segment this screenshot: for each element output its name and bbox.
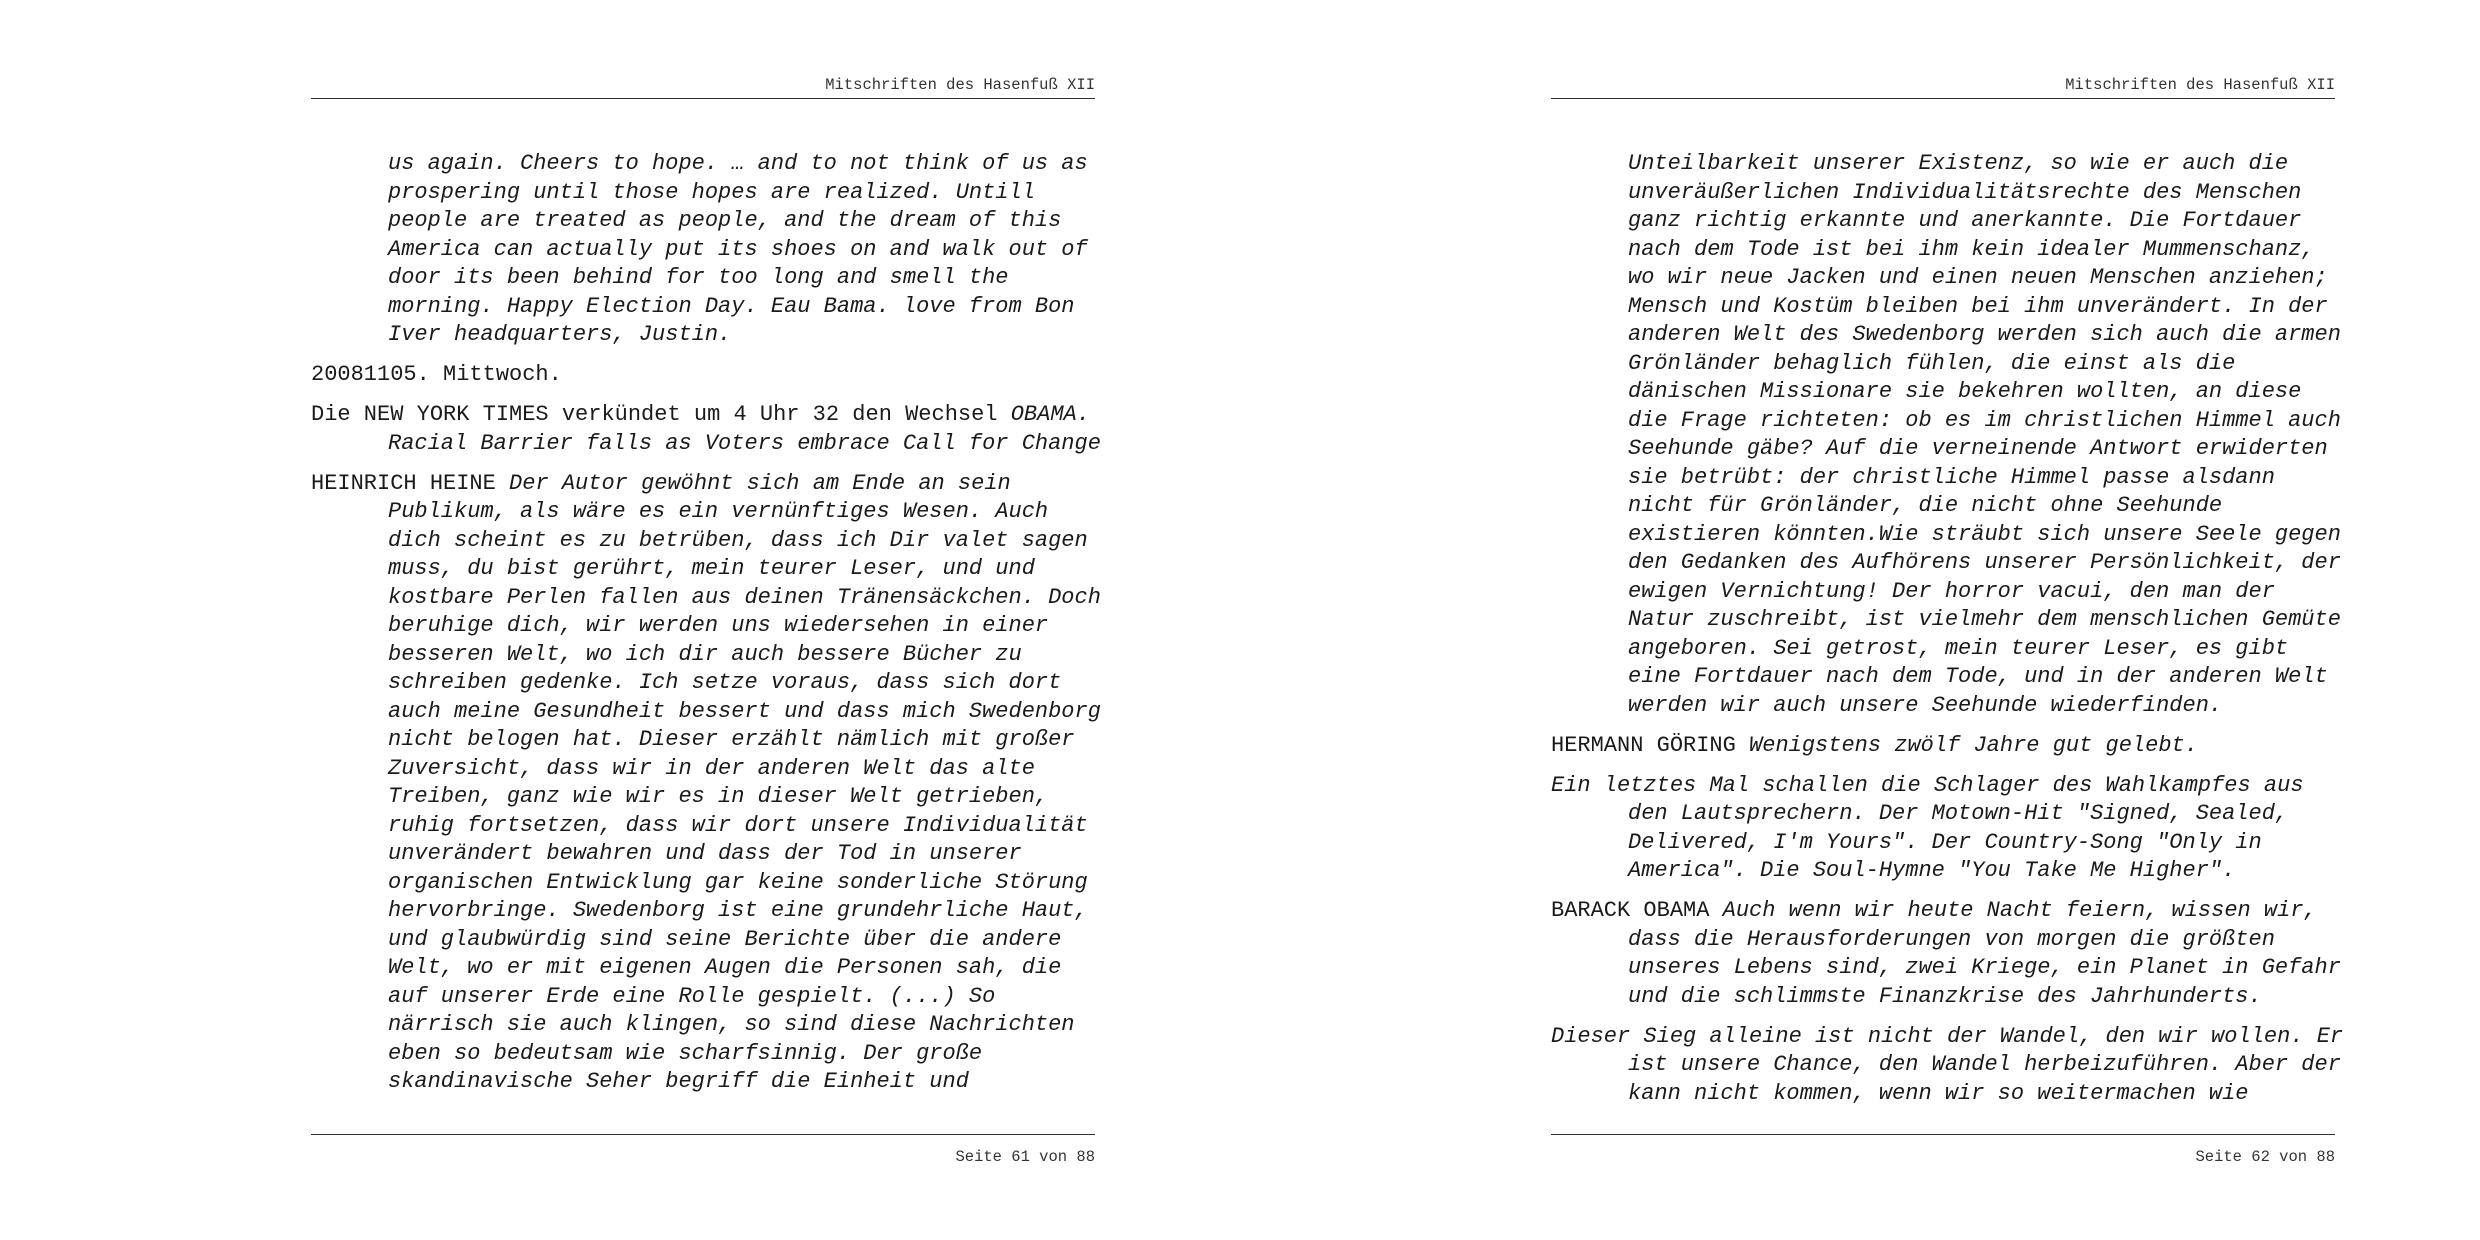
italic-text: people are treated as people, and the dream of this: [388, 208, 1062, 233]
italic-text: närrisch sie auch klingen, so sind diese Nachrichten: [388, 1012, 1075, 1037]
italic-text: Grönländer behaglich fühlen, die einst als die: [1628, 350, 2236, 376]
text-line: [311, 179, 1111, 208]
italic-text: dänischen Missionare sie bekehren wollten, an diese: [1628, 379, 2302, 404]
paragraph: [311, 401, 1111, 458]
italic-text: organischen Entwicklung gar keine sonderliche Störung: [388, 869, 1088, 895]
text-line: [1551, 663, 2351, 692]
italic-text: nicht für Grönländer, die nicht ohne Seehunde: [1628, 493, 2223, 518]
italic-text: muss, du bist gerührt, mein teurer Leser, und und: [388, 556, 1035, 581]
paragraph: [311, 470, 1111, 1097]
paragraph: [1551, 897, 2351, 1011]
italic-text: unveräußerlichen Individualitätsrechte des Menschen: [1628, 179, 2302, 205]
text-line: [1551, 207, 2351, 236]
paragraph: [1551, 732, 2351, 761]
roman-text: 20081105. Mittwoch.: [311, 362, 562, 387]
text-line: [311, 401, 1111, 430]
text-line: [311, 361, 1111, 390]
page-number: Seite 61 von 88: [955, 1148, 1095, 1166]
text-line: [1551, 897, 2351, 926]
text-line: [1551, 549, 2351, 578]
italic-text: Ein letztes Mal schallen die Schlager des Wahlkampfes aus: [1551, 772, 2304, 798]
text-line: [1551, 829, 2351, 858]
italic-text: sie betrübt: der christliche Himmel passe alsdann: [1628, 464, 2275, 490]
paragraph: [311, 361, 1111, 390]
italic-text: unseres Lebens sind, zwei Kriege, ein Planet in Gefahr: [1628, 955, 2341, 980]
italic-text: angeboren. Sei getrost, mein teurer Leser, es gibt: [1628, 635, 2289, 661]
text-line: [311, 293, 1111, 322]
text-line: [1551, 926, 2351, 955]
text-line: [1551, 692, 2351, 721]
italic-text: Der Autor gewöhnt sich am Ende an sein: [509, 470, 1011, 496]
text-line: [1551, 492, 2351, 521]
footer-rule: [1551, 1134, 2335, 1135]
italic-text: dass die Herausforderungen von morgen die größten: [1628, 926, 2275, 952]
italic-text: schreiben gedenke. Ich setze voraus, dass sich dort: [388, 670, 1062, 695]
italic-text: Natur zuschreibt, ist vielmehr dem menschlichen Gemüte: [1628, 607, 2341, 632]
text-line: [311, 869, 1111, 898]
italic-text: Zuversicht, dass wir in der anderen Welt das alte: [388, 755, 1035, 781]
italic-text: kostbare Perlen fallen aus deinen Tränensäckchen. Doch: [388, 584, 1101, 610]
italic-text: Publikum, als wäre es ein vernünftiges Wesen. Auch: [388, 499, 1049, 524]
italic-text: kann nicht kommen, wenn wir so weitermachen wie: [1628, 1080, 2249, 1106]
text-line: [311, 726, 1111, 755]
italic-text: und die schlimmste Finanzkrise des Jahrhunderts.: [1628, 983, 2262, 1009]
italic-text: nicht belogen hat. Dieser erzählt nämlich mit großer: [388, 727, 1075, 752]
text-line: [311, 1011, 1111, 1040]
text-line: [1551, 150, 2351, 179]
text-line: [1551, 857, 2351, 886]
text-line: [1551, 1051, 2351, 1080]
italic-text: America". Die Soul-Hymne "You Take Me Higher".: [1628, 858, 2236, 883]
footer-rule: [311, 1134, 1095, 1135]
italic-text: anderen Welt des Swedenborg werden sich auch die armen: [1628, 322, 2341, 347]
text-line: [311, 584, 1111, 613]
italic-text: besseren Welt, wo ich dir auch bessere Bücher zu: [388, 641, 1022, 667]
italic-text: Seehunde gäbe? Auf die verneinende Antwort erwiderten: [1628, 436, 2328, 461]
text-line: [1551, 435, 2351, 464]
italic-text: nach dem Tode ist bei ihm kein idealer Mummenschanz,: [1628, 236, 2315, 262]
page-number: Seite 62 von 88: [2195, 1148, 2335, 1166]
text-line: [1551, 407, 2351, 436]
text-line: [1551, 635, 2351, 664]
text-line: [311, 897, 1111, 926]
text-line: [1551, 732, 2351, 761]
text-line: [311, 840, 1111, 869]
text-line: [1551, 350, 2351, 379]
text-line: [1551, 321, 2351, 350]
text-line: [311, 698, 1111, 727]
page-header: Mitschriften des Hasenfuß XII: [825, 76, 1095, 94]
text-line: [311, 207, 1111, 236]
italic-text: Welt, wo er mit eigenen Augen die Personen sah, die: [388, 955, 1062, 980]
text-line: [311, 1040, 1111, 1069]
text-line: [1551, 1080, 2351, 1109]
header-rule: [1551, 98, 2335, 99]
text-line: [1551, 464, 2351, 493]
text-line: [311, 812, 1111, 841]
text-line: [311, 430, 1111, 459]
text-line: [1551, 772, 2351, 801]
text-line: [311, 150, 1111, 179]
italic-text: eine Fortdauer nach dem Tode, und in der anderen Welt: [1628, 664, 2328, 689]
text-line: [311, 236, 1111, 265]
italic-text: unverändert bewahren und dass der Tod in unserer: [388, 841, 1022, 866]
italic-text: den Lautsprechern. Der Motown-Hit "Signed, Sealed,: [1628, 801, 2289, 826]
text-line: [311, 926, 1111, 955]
italic-text: Mensch und Kostüm bleiben bei ihm unverändert. In der: [1628, 293, 2328, 319]
italic-text: prospering until those hopes are realized. Untill: [388, 179, 1035, 205]
text-line: [1551, 983, 2351, 1012]
italic-text: skandinavische Seher begriff die Einheit und: [388, 1069, 969, 1094]
italic-text: Delivered, I'm Yours". Der Country-Song "Only in: [1628, 829, 2262, 855]
text-line: [1551, 954, 2351, 983]
italic-text: dich scheint es zu betrüben, dass ich Dir valet sagen: [388, 527, 1088, 553]
italic-text: ist unsere Chance, den Wandel herbeizuführen. Aber der: [1628, 1052, 2341, 1077]
text-line: [1551, 521, 2351, 550]
italic-text: ruhig fortsetzen, dass wir dort unsere Individualität: [388, 812, 1088, 838]
italic-text: OBAMA.: [1010, 402, 1090, 427]
text-line: [311, 498, 1111, 527]
page-body: [311, 150, 1111, 1108]
paragraph: [311, 150, 1111, 350]
text-line: [1551, 578, 2351, 607]
italic-text: us again. Cheers to hope. … and to not think of us as: [388, 151, 1088, 176]
roman-text: BARACK OBAMA: [1551, 898, 1723, 923]
page-header: Mitschriften des Hasenfuß XII: [2065, 76, 2335, 94]
italic-text: America can actually put its shoes on and walk out of: [388, 236, 1088, 262]
text-line: [311, 783, 1111, 812]
text-line: [1551, 800, 2351, 829]
text-line: [311, 641, 1111, 670]
text-line: [1551, 264, 2351, 293]
text-line: [311, 983, 1111, 1012]
italic-text: beruhige dich, wir werden uns wiedersehen in einer: [388, 613, 1049, 638]
text-line: [1551, 236, 2351, 265]
text-line: [311, 264, 1111, 293]
text-line: [311, 954, 1111, 983]
text-line: [1551, 179, 2351, 208]
italic-text: Wenigstens zwölf Jahre gut gelebt.: [1749, 732, 2198, 758]
italic-text: auf unserer Erde eine Rolle gespielt. (...) So: [388, 983, 996, 1009]
text-line: [1551, 293, 2351, 322]
italic-text: existieren könnten.Wie sträubt sich unsere Seele gegen: [1628, 521, 2341, 547]
roman-text: HERMANN GÖRING: [1551, 732, 1750, 758]
text-line: [1551, 378, 2351, 407]
paragraph: [1551, 1023, 2351, 1109]
italic-text: eben so bedeutsam wie scharfsinnig. Der große: [388, 1040, 983, 1066]
paragraph: [1551, 150, 2351, 720]
italic-text: die Frage richteten: ob es im christlichen Himmel auch: [1628, 407, 2341, 433]
text-line: [311, 612, 1111, 641]
italic-text: ganz richtig erkannte und anerkannte. Die Fortdauer: [1628, 208, 2302, 233]
italic-text: Iver headquarters, Justin.: [388, 322, 732, 347]
text-line: [311, 527, 1111, 556]
text-line: [311, 321, 1111, 350]
roman-text: HEINRICH HEINE: [311, 470, 510, 496]
italic-text: und glaubwürdig sind seine Berichte über die andere: [388, 926, 1062, 952]
right-page: [1240, 0, 2480, 1240]
italic-text: Treiben, ganz wie wir es in dieser Welt getrieben,: [388, 784, 1049, 809]
header-rule: [311, 98, 1095, 99]
italic-text: den Gedanken des Aufhörens unserer Persönlichkeit, der: [1628, 550, 2341, 575]
text-line: [311, 755, 1111, 784]
italic-text: Racial Barrier falls as Voters embrace Call for Change: [388, 430, 1101, 456]
paragraph: [1551, 772, 2351, 886]
italic-text: Dieser Sieg alleine ist nicht der Wandel, den wir wollen. Er: [1551, 1023, 2344, 1049]
italic-text: hervorbringe. Swedenborg ist eine grundehrliche Haut,: [388, 898, 1088, 923]
italic-text: ewigen Vernichtung! Der horror vacui, den man der: [1628, 578, 2275, 604]
italic-text: door its been behind for too long and smell the: [388, 265, 1009, 290]
italic-text: Unteilbarkeit unserer Existenz, so wie er auch die: [1628, 151, 2289, 176]
text-line: [1551, 606, 2351, 635]
italic-text: morning. Happy Election Day. Eau Bama. love from Bon: [388, 293, 1075, 319]
text-line: [311, 470, 1111, 499]
text-line: [311, 669, 1111, 698]
roman-text: Die NEW YORK TIMES verkündet um 4 Uhr 32 den Wechsel: [311, 402, 1011, 427]
italic-text: Auch wenn wir heute Nacht feiern, wissen wir,: [1722, 898, 2317, 923]
text-line: [311, 555, 1111, 584]
italic-text: werden wir auch unsere Seehunde wiederfinden.: [1628, 692, 2223, 718]
text-line: [311, 1068, 1111, 1097]
italic-text: wo wir neue Jacken und einen neuen Menschen anziehen;: [1628, 265, 2328, 290]
text-line: [1551, 1023, 2351, 1052]
italic-text: auch meine Gesundheit bessert und dass mich Swedenborg: [388, 698, 1101, 724]
page-body: [1551, 150, 2351, 1120]
